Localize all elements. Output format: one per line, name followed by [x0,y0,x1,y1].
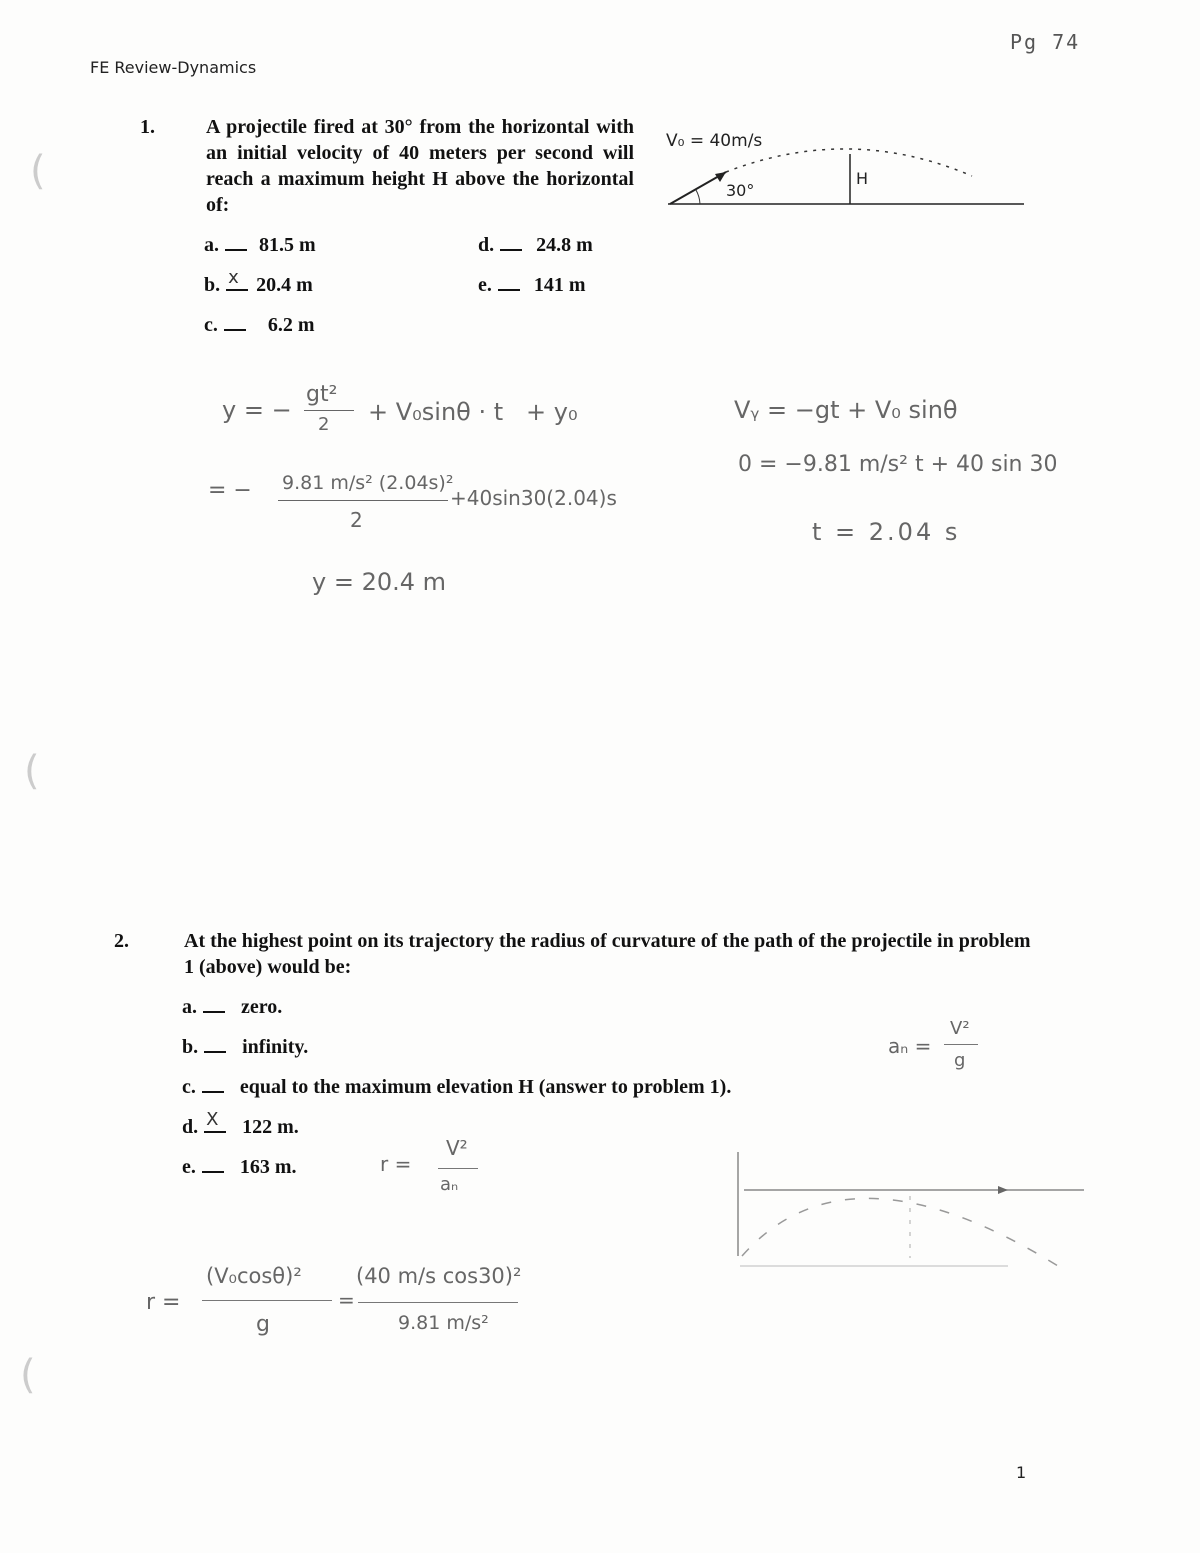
work-r-calc-lhs: r = [146,1290,181,1315]
work-sub-den: 2 [350,508,363,532]
handwritten-page-note: Pg 74 [1010,30,1081,54]
work-r-calc-num1: (V₀cosθ)² [206,1264,302,1288]
angle-arc [696,190,700,204]
work-an-fraction-bar [944,1044,978,1045]
q1-option-b: b. x 20.4 m [204,267,313,296]
work-r-calc-bar1 [202,1300,332,1301]
work-an-den: g [954,1050,966,1071]
scan-artifact: ( [20,1352,36,1398]
work-y-den: 2 [318,414,330,435]
q1-option-a: a. 81.5 m [204,234,316,256]
work-sub-num: 9.81 m/s² (2.04s)² [282,472,454,494]
work-an-lhs: aₙ = [888,1034,932,1058]
work-r-lhs: r = [380,1152,412,1176]
work-y-rest: + V₀sinθ · t + y₀ [368,398,578,426]
question-1-number: 1. [140,116,155,138]
scan-artifact: ( [24,748,40,794]
question-2-number: 2. [114,930,129,952]
scan-artifact: ( [30,148,46,194]
work-sub-fraction-bar [278,500,448,501]
work-r-calc-num2: (40 m/s cos30)² [356,1264,522,1288]
projectile-diagram [660,120,1030,220]
work-r-fraction-bar [438,1168,478,1169]
q2-option-e: e. 163 m. [182,1156,297,1178]
trajectory-path [726,149,972,176]
q2-option-d: d. X 122 m. [182,1109,299,1138]
page-number: 1 [1016,1463,1027,1482]
work-r-calc-eq: = [338,1288,355,1312]
work-r-calc-den2: 9.81 m/s² [398,1312,489,1334]
work-an-num: V² [950,1018,970,1039]
q1-option-e: e. 141 m [478,274,586,296]
angle-label: 30° [726,181,755,200]
work-r-num: V² [446,1136,468,1160]
work-r-calc-den1: g [256,1312,270,1337]
work-y-fraction-bar [304,410,354,411]
trajectory-sketch [728,1146,1088,1276]
sketch-arrowhead [998,1186,1008,1194]
q1-option-d: d. 24.8 m [478,234,593,256]
work-t-result: t = 2.04 s [812,518,961,546]
work-y-num: gt² [306,382,338,407]
q2-option-a: a. zero. [182,996,283,1018]
work-r-calc-bar2 [358,1302,518,1303]
question-1-text: A projectile fired at 30° from the horizontal with an initial velocity of 40 meters per second will reach a maximum height H above the horizontal of: [206,116,634,216]
work-result: y = 20.4 m [312,568,447,596]
initial-velocity-label: V₀ = 40m/s [666,131,763,151]
work-y-lhs: y = − [222,396,292,424]
work-r-den: aₙ [440,1174,459,1195]
work-vy-equation: Vᵧ = −gt + V₀ sinθ [734,396,958,424]
sketch-trajectory [742,1198,1058,1266]
q2-option-b: b. infinity. [182,1036,309,1058]
q1-option-c: c. 6.2 m [204,314,315,336]
q2-option-c: c. equal to the maximum elevation H (answer to problem 1). [182,1076,732,1098]
work-vy-substitution: 0 = −9.81 m/s² t + 40 sin 30 [738,452,1058,477]
work-sub-rest: +40sin30(2.04)s [450,486,617,510]
question-2-text: At the highest point on its trajectory the radius of curvature of the path of the projectile in problem 1 (above) would be: [184,930,1031,978]
height-label: H [856,169,869,188]
work-sub-lhs: = − [208,478,252,503]
document-header: FE Review-Dynamics [90,58,257,77]
